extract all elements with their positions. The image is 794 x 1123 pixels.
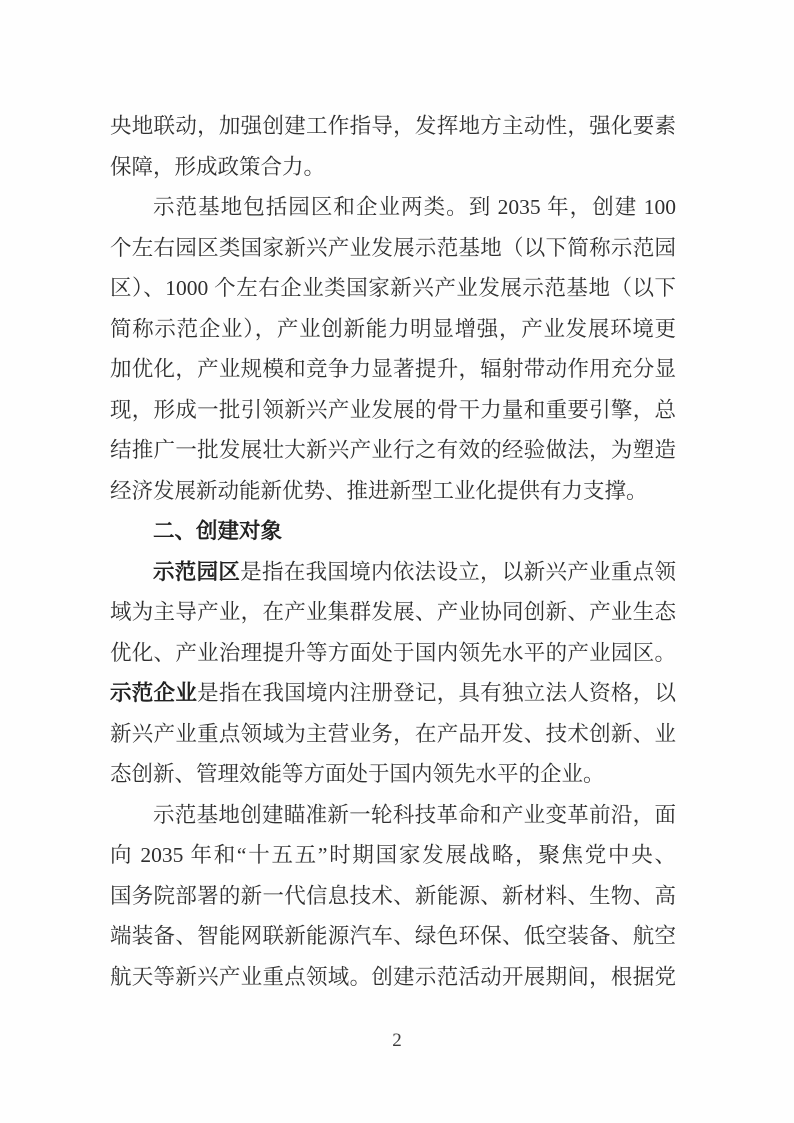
- text-segment: 域为主导产业，在产业集群发展、产业协同创新、产业生态: [110, 600, 676, 624]
- section-heading: [110, 511, 676, 552]
- text-segment: 简称示范企业），产业创新能力明显增强，产业发展环境更: [110, 316, 676, 341]
- text-line: [110, 957, 676, 998]
- text-segment: 示范基地包括园区和企业两类。到 2035 年，创建 100: [153, 195, 676, 219]
- text-segment: 示范基地创建瞄准新一轮科技革命和产业变革前沿，面: [153, 802, 676, 827]
- page-number: 2: [392, 1030, 402, 1051]
- bold-text-segment: 示范园区: [153, 559, 241, 584]
- text-segment: 经济发展新动能新优势、推进新型工业化提供有力支撑。: [110, 478, 648, 503]
- text-line: [110, 471, 676, 512]
- text-segment: 新兴产业重点领域为主营业务，在产品开发、技术创新、业: [110, 721, 676, 746]
- text-line: [110, 592, 676, 633]
- text-line: [110, 714, 676, 755]
- text-segment: 保障，形成政策合力。: [110, 154, 326, 179]
- text-line: [110, 795, 676, 836]
- text-segment: 结推广一批发展壮大新兴产业行之有效的经验做法，为塑造: [110, 438, 676, 462]
- text-line: [110, 916, 676, 957]
- text-segment: 个左右园区类国家新兴产业发展示范基地（以下简称示范园: [110, 235, 676, 260]
- text-line: [110, 673, 676, 714]
- text-line: [110, 633, 676, 674]
- text-segment: 优化、产业治理提升等方面处于国内领先水平的产业园区。: [110, 640, 676, 665]
- text-segment: 是指在我国境内依法设立，以新兴产业重点领: [240, 559, 676, 584]
- text-segment: 是指在我国境内注册登记，具有独立法人资格，以: [197, 681, 676, 705]
- text-line: [110, 754, 676, 795]
- text-segment: 央地联动，加强创建工作指导，发挥地方主动性，强化要素: [110, 114, 676, 138]
- text-line: [110, 430, 676, 471]
- text-segment: 现，形成一批引领新兴产业发展的骨干力量和重要引擎，总: [110, 397, 676, 422]
- text-line: [110, 390, 676, 431]
- text-line: [110, 268, 676, 309]
- text-segment: 加优化，产业规模和竞争力显著提升，辐射带动作用充分显: [110, 357, 676, 381]
- text-line: [110, 106, 676, 147]
- text-line: [110, 309, 676, 350]
- document-body: [110, 106, 676, 997]
- text-segment: 区）、1000 个左右企业类国家新兴产业发展示范基地（以下: [110, 276, 676, 300]
- text-line: [110, 349, 676, 390]
- text-line: [110, 552, 676, 593]
- text-segment: 国务院部署的新一代信息技术、新能源、新材料、生物、高: [110, 883, 676, 908]
- text-segment: 端装备、智能网联新能源汽车、绿色环保、低空装备、航空: [110, 924, 676, 948]
- bold-text-segment: 示范企业: [110, 681, 198, 705]
- text-segment: 态创新、管理效能等方面处于国内领先水平的企业。: [110, 762, 605, 786]
- text-line: [110, 876, 676, 917]
- text-line: [110, 228, 676, 269]
- text-line: [110, 187, 676, 228]
- text-segment: 航天等新兴产业重点领域。创建示范活动开展期间，根据党: [110, 964, 676, 989]
- bold-text-segment: 二、创建对象: [153, 519, 283, 543]
- text-segment: 向 2035 年和“十五五”时期国家发展战略，聚焦党中央、: [110, 843, 676, 867]
- text-line: [110, 835, 676, 876]
- text-line: [110, 147, 676, 188]
